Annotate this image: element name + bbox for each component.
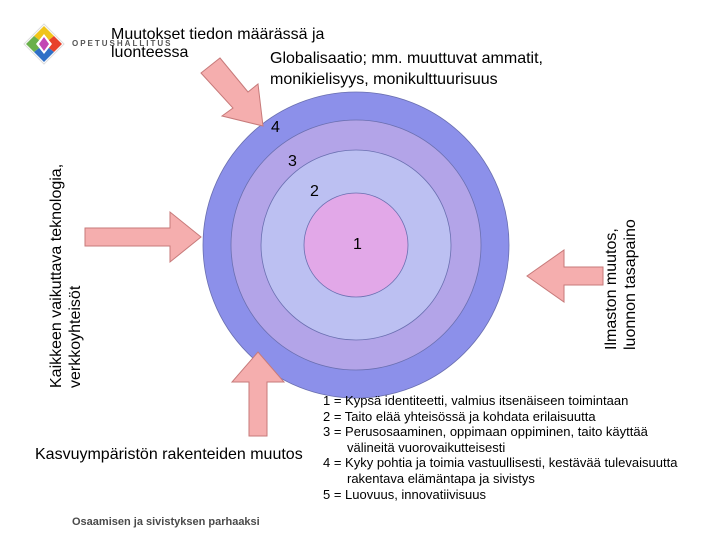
title-left-vertical-line1: Kaikkeen vaikuttava teknologia, — [48, 163, 65, 388]
legend — [323, 393, 677, 502]
ring-1-label: 1 — [353, 236, 362, 253]
legend-item-1: 1 = Kypsä identiteetti, valmius itsenäiseen toimintaan — [323, 393, 629, 408]
legend-item-3-cont: välineitä vuorovaikutteisesti — [347, 439, 506, 455]
arrow-right — [527, 250, 603, 302]
title-bottom: Kasvuympäristön rakenteiden muutos — [35, 446, 303, 463]
title-top-left-line1: Muutokset tiedon määrässä ja — [111, 26, 325, 43]
title-right-vertical-line2: luonnon tasapaino — [622, 219, 639, 350]
arrow-top — [201, 58, 263, 126]
logo-org-name: OPETUSHALLITUS — [72, 39, 173, 48]
arrow-left — [85, 212, 201, 262]
legend-item-4-cont: rakentava elämäntapa ja sivistys — [347, 470, 535, 486]
title-top-right-line1: Globalisaatio; mm. muuttuvat ammatit, — [270, 50, 543, 67]
title-top-right-line2: monikielisyys, monikulttuurisuus — [270, 71, 498, 88]
ring-2-label: 2 — [310, 183, 319, 200]
legend-item-5: 5 = Luovuus, innovatiivisuus — [323, 486, 486, 502]
footer-slogan: Osaamisen ja sivistyksen parhaaksi — [72, 516, 260, 528]
ring-3-label: 3 — [288, 153, 297, 170]
legend-item-2: 2 = Taito elää yhteisössä ja kohdata erilaisuutta — [323, 408, 596, 424]
ring-4-label: 4 — [271, 119, 280, 136]
title-left-vertical-line2: verkkoyhteisöt — [67, 285, 84, 388]
legend-item-3: 3 = Perusosaaminen, oppimaan oppiminen, taito käyttää — [323, 424, 648, 440]
legend-item-4: 4 = Kyky pohtia ja toimia vastuullisesti, kestävää tulevaisuutta — [323, 455, 678, 471]
title-right-vertical-line1: Ilmaston muutos, — [603, 228, 620, 350]
title-top-left-line2: luonteessa — [111, 44, 189, 61]
